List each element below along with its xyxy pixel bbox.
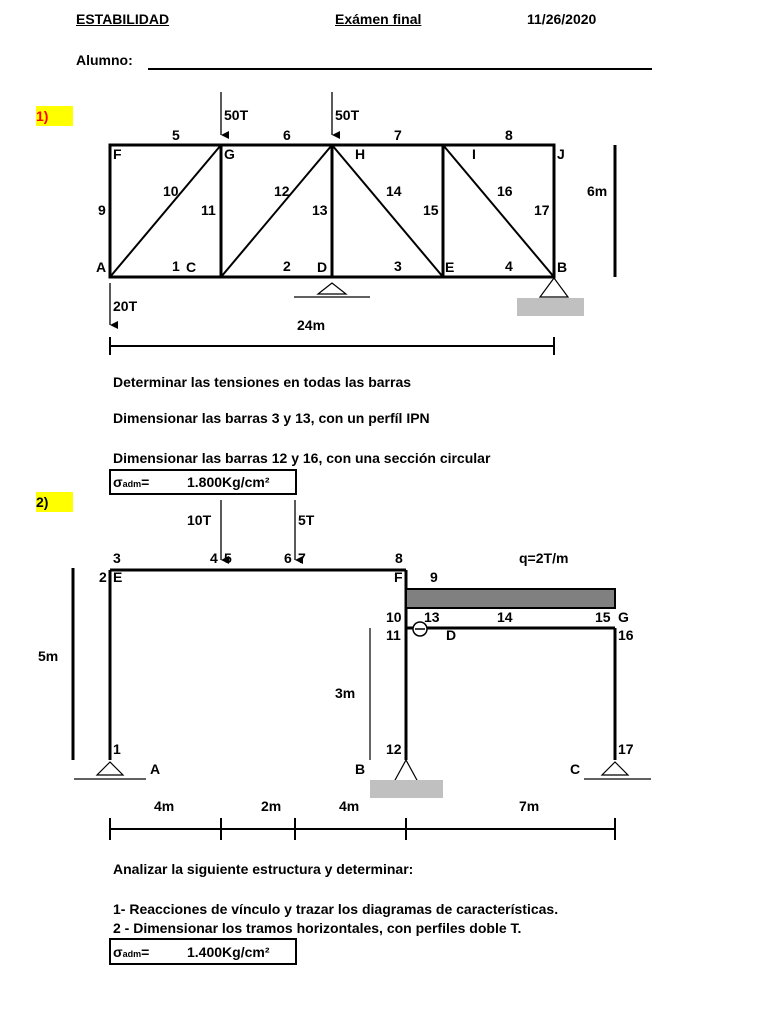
- bar-label: 5: [172, 127, 180, 143]
- dim-label: 4m: [339, 798, 360, 814]
- problem-2-task: 1- Reacciones de vínculo y trazar los diagramas de características.: [113, 901, 559, 917]
- subject-title: ESTABILIDAD: [76, 11, 170, 27]
- support-d-icon: [318, 283, 346, 294]
- point-label: 12: [386, 741, 402, 757]
- node-label: G: [224, 146, 235, 162]
- allowable-stress-box-1: [109, 469, 297, 495]
- bar-label: 4: [505, 258, 513, 274]
- point-label: 13: [424, 609, 440, 625]
- bar-label: 7: [394, 127, 402, 143]
- point-label: 9: [430, 569, 438, 585]
- dim-label: 5m: [38, 648, 59, 664]
- dim-label: 4m: [154, 798, 175, 814]
- point-label: 1: [113, 741, 121, 757]
- point-label: 17: [618, 741, 634, 757]
- node-label: G: [618, 609, 629, 625]
- bar-label: 11: [201, 202, 216, 218]
- problem-1-task: Determinar las tensiones en todas las barras: [113, 374, 412, 390]
- bar-label: 13: [312, 202, 328, 218]
- allowable-stress-box-2: [109, 938, 297, 965]
- load-label: 50T: [224, 107, 249, 123]
- node-label: D: [317, 259, 328, 275]
- bar-label: 12: [274, 183, 290, 199]
- point-label: 14: [497, 609, 513, 625]
- dim-label: 3m: [335, 685, 356, 701]
- span-label: 24m: [297, 317, 326, 333]
- bar-label: 1: [172, 258, 180, 274]
- node-label: A: [96, 259, 107, 275]
- problem-2-task: 2 - Dimensionar los tramos horizontales, con perfiles doble T.: [113, 920, 522, 936]
- support-b-ground: [517, 298, 584, 316]
- node-label: H: [355, 146, 366, 162]
- point-label: 4: [210, 550, 218, 566]
- node-label: F: [394, 569, 403, 585]
- node-label: I: [472, 146, 476, 162]
- point-label: 5: [224, 550, 232, 566]
- node-label: E: [113, 569, 123, 585]
- dim-label: 7m: [519, 798, 540, 814]
- allowable-stress-value: 1.400Kg/cm²: [187, 944, 270, 960]
- sigma-symbol: σadm=: [113, 474, 150, 490]
- dim-label: 2m: [261, 798, 282, 814]
- load-label: 50T: [335, 107, 360, 123]
- problem-1-number: 1): [36, 106, 73, 126]
- node-label: F: [113, 146, 122, 162]
- distributed-load-block: [406, 589, 615, 608]
- exam-date: 11/26/2020: [527, 11, 597, 27]
- distributed-load-label: q=2T/m: [519, 550, 569, 566]
- bar-label: 15: [423, 202, 439, 218]
- student-label: Alumno:: [76, 52, 133, 68]
- point-label: 15: [595, 609, 611, 625]
- bar-label: 10: [163, 183, 179, 199]
- node-label: B: [557, 259, 568, 275]
- node-label: A: [150, 761, 161, 777]
- problem-1-task: Dimensionar las barras 12 y 16, con una sección circular: [113, 450, 491, 466]
- bar-label: 6: [283, 127, 291, 143]
- allowable-stress-value: 1.800Kg/cm²: [187, 474, 270, 490]
- node-label: B: [355, 761, 366, 777]
- point-label: 2: [99, 569, 107, 585]
- point-label: 7: [298, 550, 306, 566]
- load-label: 20T: [113, 298, 138, 314]
- node-label: E: [445, 259, 455, 275]
- problem-1-task: Dimensionar las barras 3 y 13, con un perfíl IPN: [113, 410, 430, 426]
- exam-title: Exámen final: [335, 11, 422, 27]
- point-label: 11: [386, 627, 401, 643]
- bar-label: 14: [386, 183, 402, 199]
- support-b-icon: [540, 278, 568, 297]
- problem-2-task: Analizar la siguiente estructura y determinar:: [113, 861, 414, 877]
- bar-label: 16: [497, 183, 513, 199]
- support-c-icon: [602, 762, 628, 775]
- bar-label: 2: [283, 258, 291, 274]
- node-label: J: [557, 146, 565, 162]
- node-label: C: [570, 761, 581, 777]
- point-label: 6: [284, 550, 292, 566]
- sigma-symbol: σadm=: [113, 944, 150, 960]
- bar-label: 3: [394, 258, 402, 274]
- support-b-ground: [370, 780, 443, 798]
- point-label: 10: [386, 609, 402, 625]
- load-label: 10T: [187, 512, 212, 528]
- support-a-icon: [97, 762, 123, 775]
- point-label: 3: [113, 550, 121, 566]
- point-label: 16: [618, 627, 634, 643]
- bar-label: 9: [98, 202, 106, 218]
- load-label: 5T: [298, 512, 315, 528]
- point-label: 8: [395, 550, 403, 566]
- node-label: C: [186, 259, 197, 275]
- truss-1: [110, 92, 615, 355]
- height-label: 6m: [587, 183, 608, 199]
- support-b-icon: [394, 760, 418, 782]
- bar-label: 17: [534, 202, 550, 218]
- bar-label: 8: [505, 127, 513, 143]
- problem-2-number: 2): [36, 492, 73, 512]
- node-label: D: [446, 627, 457, 643]
